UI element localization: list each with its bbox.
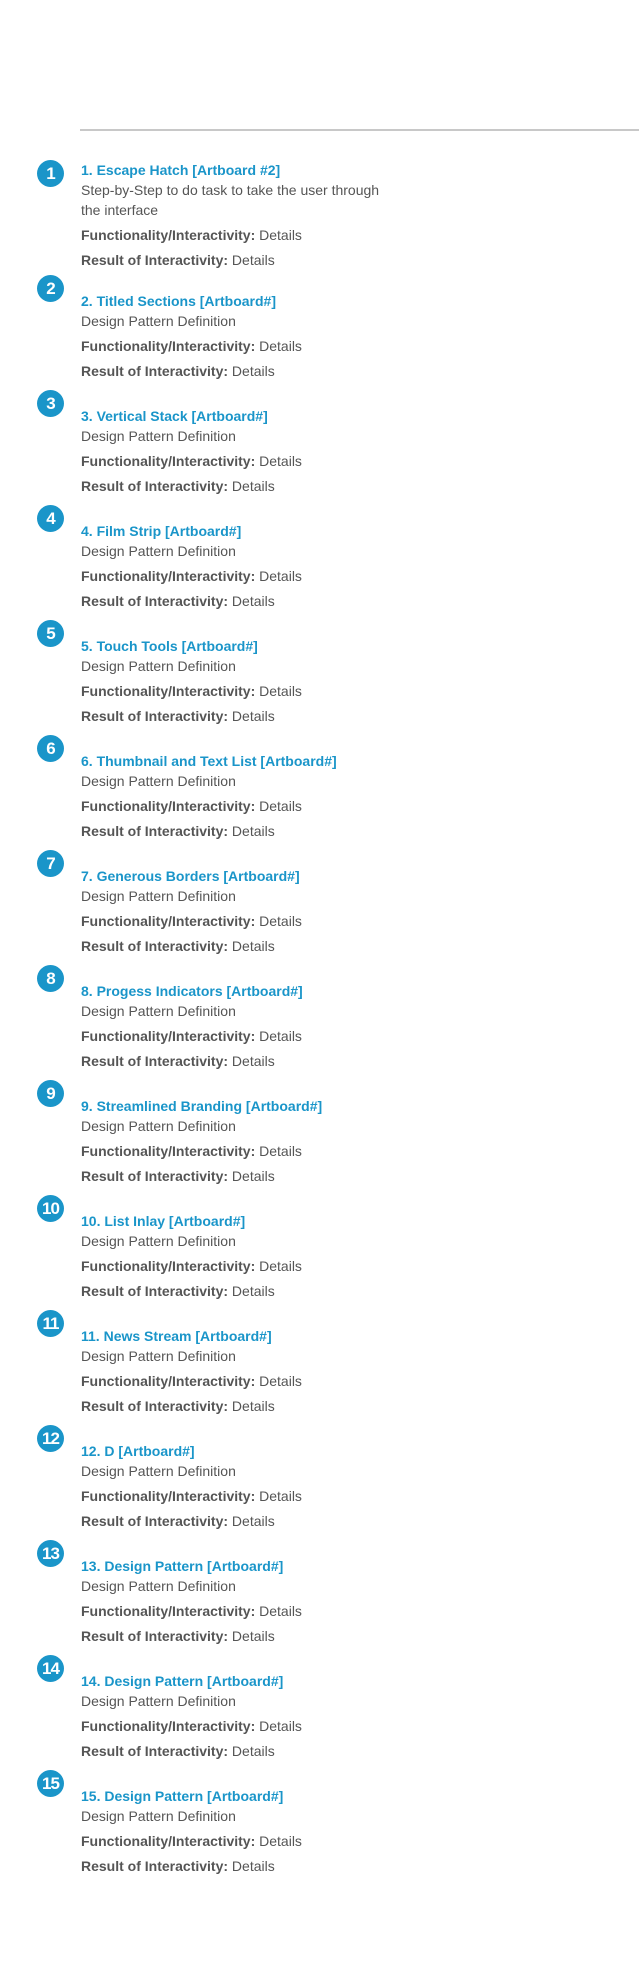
pattern-description: Design Pattern Definition	[81, 1578, 236, 1594]
functionality-value: Details	[259, 798, 302, 814]
pattern-item	[0, 1770, 640, 1882]
pattern-item	[0, 735, 640, 847]
pattern-description: Step-by-Step to do task to take the user through the interface	[81, 182, 380, 218]
pattern-item	[0, 1080, 640, 1192]
functionality-line	[81, 566, 381, 586]
result-value: Details	[231, 708, 275, 724]
functionality-line	[81, 1141, 381, 1161]
functionality-line	[81, 1371, 381, 1391]
step-number-badge: 6	[37, 735, 64, 762]
functionality-line	[81, 1256, 381, 1276]
result-line	[81, 250, 381, 270]
functionality-label: Functionality/Interactivity:	[81, 1603, 256, 1619]
functionality-label: Functionality/Interactivity:	[81, 1373, 256, 1389]
pattern-title: 8. Progess Indicators [Artboard#]	[81, 983, 303, 999]
pattern-item-body	[81, 406, 381, 496]
functionality-line	[81, 1486, 381, 1506]
functionality-line	[81, 1601, 381, 1621]
pattern-item	[0, 1425, 640, 1537]
functionality-value: Details	[259, 568, 302, 584]
result-label: Result of Interactivity:	[81, 593, 229, 609]
pattern-item-body	[81, 1556, 381, 1646]
pattern-description: Design Pattern Definition	[81, 313, 236, 329]
pattern-title: 1. Escape Hatch [Artboard #2]	[81, 162, 281, 178]
pattern-item	[0, 850, 640, 962]
result-value: Details	[231, 478, 275, 494]
functionality-label: Functionality/Interactivity:	[81, 1718, 256, 1734]
result-label: Result of Interactivity:	[81, 938, 229, 954]
result-line	[81, 476, 381, 496]
pattern-item	[0, 1540, 640, 1652]
functionality-label: Functionality/Interactivity:	[81, 227, 256, 243]
pattern-item-body	[81, 636, 381, 726]
result-label: Result of Interactivity:	[81, 1858, 229, 1874]
pattern-title: 9. Streamlined Branding [Artboard#]	[81, 1098, 323, 1114]
result-value: Details	[231, 1283, 275, 1299]
result-label: Result of Interactivity:	[81, 478, 229, 494]
functionality-line	[81, 796, 381, 816]
result-line	[81, 1626, 381, 1646]
pattern-item	[0, 965, 640, 1077]
functionality-line	[81, 1831, 381, 1851]
functionality-label: Functionality/Interactivity:	[81, 453, 256, 469]
step-number-badge: 12	[37, 1425, 64, 1452]
functionality-value: Details	[259, 1258, 302, 1274]
functionality-value: Details	[259, 1143, 302, 1159]
pattern-description: Design Pattern Definition	[81, 428, 236, 444]
pattern-title: 12. D [Artboard#]	[81, 1443, 195, 1459]
pattern-description: Design Pattern Definition	[81, 1003, 236, 1019]
pattern-item	[0, 1195, 640, 1307]
result-value: Details	[231, 1743, 275, 1759]
pattern-item	[0, 1310, 640, 1422]
pattern-description: Design Pattern Definition	[81, 1118, 236, 1134]
functionality-value: Details	[259, 913, 302, 929]
functionality-label: Functionality/Interactivity:	[81, 683, 256, 699]
result-label: Result of Interactivity:	[81, 708, 229, 724]
pattern-item	[0, 160, 640, 272]
result-label: Result of Interactivity:	[81, 1398, 229, 1414]
pattern-title: 13. Design Pattern [Artboard#]	[81, 1558, 284, 1574]
pattern-item	[0, 1655, 640, 1767]
result-label: Result of Interactivity:	[81, 1053, 229, 1069]
functionality-value: Details	[259, 1373, 302, 1389]
result-line	[81, 706, 381, 726]
pattern-item-body	[81, 1211, 381, 1301]
pattern-item-body	[81, 160, 381, 270]
result-line	[81, 1741, 381, 1761]
pattern-description: Design Pattern Definition	[81, 1348, 236, 1364]
functionality-label: Functionality/Interactivity:	[81, 913, 256, 929]
functionality-value: Details	[259, 227, 302, 243]
functionality-value: Details	[259, 1718, 302, 1734]
functionality-line	[81, 1026, 381, 1046]
result-label: Result of Interactivity:	[81, 1513, 229, 1529]
functionality-line	[81, 451, 381, 471]
pattern-description: Design Pattern Definition	[81, 1233, 236, 1249]
pattern-item	[0, 390, 640, 502]
result-line	[81, 1396, 381, 1416]
functionality-value: Details	[259, 1603, 302, 1619]
pattern-title: 5. Touch Tools [Artboard#]	[81, 638, 258, 654]
result-value: Details	[231, 252, 275, 268]
pattern-description: Design Pattern Definition	[81, 773, 236, 789]
functionality-value: Details	[259, 338, 302, 354]
pattern-item	[0, 505, 640, 617]
result-value: Details	[231, 823, 275, 839]
pattern-title: 14. Design Pattern [Artboard#]	[81, 1673, 284, 1689]
pattern-title: 3. Vertical Stack [Artboard#]	[81, 408, 268, 424]
result-line	[81, 1281, 381, 1301]
pattern-item-body	[81, 1441, 381, 1531]
functionality-label: Functionality/Interactivity:	[81, 568, 256, 584]
step-number-badge: 15	[37, 1770, 64, 1797]
pattern-description: Design Pattern Definition	[81, 888, 236, 904]
result-value: Details	[231, 1513, 275, 1529]
functionality-value: Details	[259, 1028, 302, 1044]
pattern-item-body	[81, 751, 381, 841]
pattern-item-body	[81, 1096, 381, 1186]
result-label: Result of Interactivity:	[81, 1283, 229, 1299]
result-value: Details	[231, 1053, 275, 1069]
result-line	[81, 591, 381, 611]
pattern-description: Design Pattern Definition	[81, 1463, 236, 1479]
result-label: Result of Interactivity:	[81, 363, 229, 379]
pattern-description: Design Pattern Definition	[81, 1808, 236, 1824]
result-label: Result of Interactivity:	[81, 1743, 229, 1759]
step-number-badge: 10	[37, 1195, 64, 1222]
result-line	[81, 1051, 381, 1071]
result-value: Details	[231, 1398, 275, 1414]
functionality-line	[81, 1716, 381, 1736]
functionality-label: Functionality/Interactivity:	[81, 798, 256, 814]
result-line	[81, 821, 381, 841]
result-line	[81, 936, 381, 956]
step-number-badge: 1	[37, 160, 64, 187]
result-line	[81, 361, 381, 381]
result-value: Details	[231, 1168, 275, 1184]
functionality-label: Functionality/Interactivity:	[81, 338, 256, 354]
step-number-badge: 11	[37, 1310, 64, 1337]
result-label: Result of Interactivity:	[81, 1628, 229, 1644]
result-label: Result of Interactivity:	[81, 252, 229, 268]
pattern-title: 4. Film Strip [Artboard#]	[81, 523, 242, 539]
functionality-value: Details	[259, 1833, 302, 1849]
functionality-line	[81, 336, 381, 356]
pattern-title: 7. Generous Borders [Artboard#]	[81, 868, 300, 884]
result-value: Details	[231, 1628, 275, 1644]
pattern-item	[0, 620, 640, 732]
step-number-badge: 5	[37, 620, 64, 647]
result-value: Details	[231, 938, 275, 954]
step-number-badge: 2	[37, 275, 64, 302]
pattern-item-body	[81, 1786, 381, 1876]
result-label: Result of Interactivity:	[81, 823, 229, 839]
step-number-badge: 9	[37, 1080, 64, 1107]
pattern-item-body	[81, 1671, 381, 1761]
step-number-badge: 8	[37, 965, 64, 992]
functionality-label: Functionality/Interactivity:	[81, 1143, 256, 1159]
result-value: Details	[231, 593, 275, 609]
functionality-label: Functionality/Interactivity:	[81, 1488, 256, 1504]
pattern-item-body	[81, 521, 381, 611]
result-line	[81, 1511, 381, 1531]
pattern-item-body	[81, 291, 381, 381]
pattern-description: Design Pattern Definition	[81, 543, 236, 559]
functionality-value: Details	[259, 1488, 302, 1504]
step-number-badge: 3	[37, 390, 64, 417]
result-label: Result of Interactivity:	[81, 1168, 229, 1184]
functionality-value: Details	[259, 453, 302, 469]
pattern-item-body	[81, 981, 381, 1071]
pattern-title: 10. List Inlay [Artboard#]	[81, 1213, 246, 1229]
pattern-item	[0, 275, 640, 387]
functionality-line	[81, 225, 381, 245]
functionality-value: Details	[259, 683, 302, 699]
pattern-title: 11. News Stream [Artboard#]	[81, 1328, 272, 1344]
step-number-badge: 7	[37, 850, 64, 877]
pattern-item-body	[81, 866, 381, 956]
result-value: Details	[231, 1858, 275, 1874]
functionality-label: Functionality/Interactivity:	[81, 1028, 256, 1044]
step-number-badge: 14	[37, 1655, 64, 1682]
functionality-label: Functionality/Interactivity:	[81, 1258, 256, 1274]
pattern-description: Design Pattern Definition	[81, 1693, 236, 1709]
result-value: Details	[231, 363, 275, 379]
pattern-description: Design Pattern Definition	[81, 658, 236, 674]
pattern-title: 2. Titled Sections [Artboard#]	[81, 293, 276, 309]
result-line	[81, 1166, 381, 1186]
pattern-title: 6. Thumbnail and Text List [Artboard#]	[81, 753, 337, 769]
step-number-badge: 13	[37, 1540, 64, 1567]
pattern-item-body	[81, 1326, 381, 1416]
result-line	[81, 1856, 381, 1876]
step-number-badge: 4	[37, 505, 64, 532]
functionality-line	[81, 911, 381, 931]
functionality-line	[81, 681, 381, 701]
functionality-label: Functionality/Interactivity:	[81, 1833, 256, 1849]
pattern-title: 15. Design Pattern [Artboard#]	[81, 1788, 284, 1804]
